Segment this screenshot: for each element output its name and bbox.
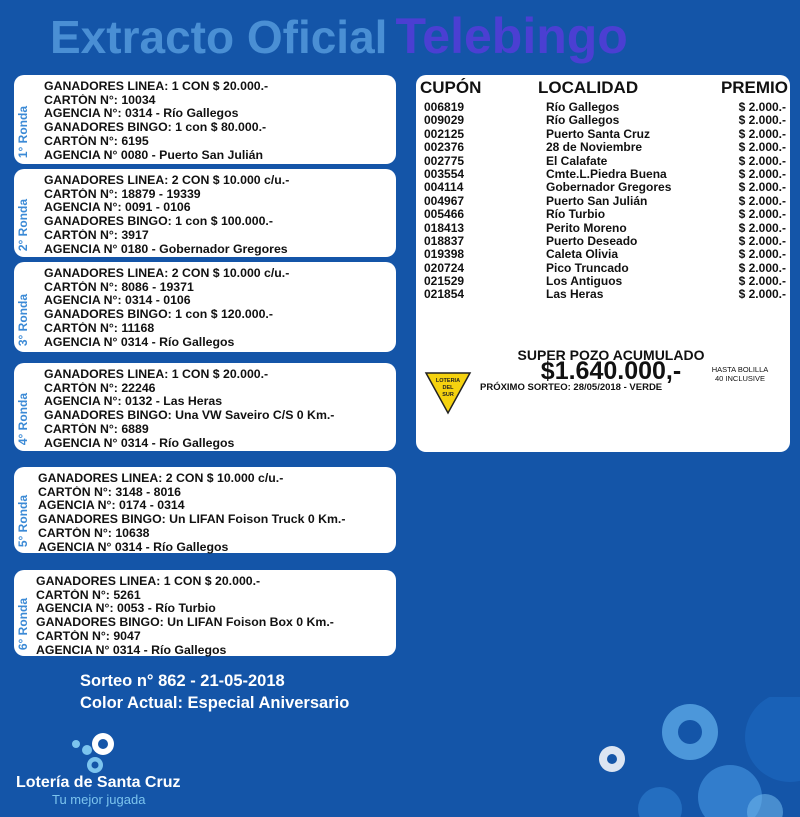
cupon-premio: $ 2.000.- (738, 247, 786, 262)
cupones-table (424, 100, 786, 301)
cupon-premio: $ 2.000.- (738, 193, 786, 208)
pozo-title: SUPER POZO ACUMULADO (517, 347, 705, 363)
cupon-premio: $ 2.000.- (738, 207, 786, 222)
loteria-santa-cruz-logo-icon (70, 730, 118, 776)
cupon-localidad: Caleta Olivia (546, 247, 619, 262)
cupon-localidad: Río Gallegos (546, 100, 620, 114)
cupon-number: 002775 (424, 153, 465, 168)
cupon-localidad: Pico Truncado (546, 260, 629, 275)
ronda-card-2 (14, 169, 396, 257)
ronda-label: 3° Ronda (16, 293, 30, 346)
ronda-line: CARTÓN N°: 6195 (44, 134, 149, 148)
ronda-line: GANADORES BINGO: Un LIFAN Foison Truck 0 Km.- (38, 513, 346, 527)
cupon-row (424, 207, 786, 220)
ronda-line: AGENCIA N° 0080 - Puerto San Julián (44, 148, 264, 162)
pozo-amount: $1.640.000,- (540, 357, 682, 385)
cupon-row (424, 221, 786, 234)
decorative-circles-icon (560, 697, 800, 817)
cupon-premio: $ 2.000.- (738, 113, 786, 128)
page-title (50, 6, 628, 66)
cupon-localidad: Puerto San Julián (546, 193, 648, 208)
cupon-premio: $ 2.000.- (738, 220, 786, 235)
ronda-line: AGENCIA N°: 0314 - Río Gallegos (44, 107, 239, 121)
cupon-premio: $ 2.000.- (738, 260, 786, 275)
header-localidad: LOCALIDAD (538, 78, 639, 97)
ronda-card-5 (14, 467, 396, 553)
proximo-sorteo: PRÓXIMO SORTEO: 28/05/2018 - VERDE (480, 382, 663, 393)
color-actual: Color Actual: Especial Aniversario (80, 694, 350, 712)
cupon-row (424, 287, 786, 300)
cupon-row (424, 154, 786, 167)
cupon-number: 019398 (424, 247, 465, 262)
ronda-line: GANADORES LINEA: 1 CON $ 20.000.- (44, 368, 269, 381)
ronda-line: CARTÓN N°: 3148 - 8016 (38, 485, 181, 499)
ronda-line: CARTÓN N°: 9047 (36, 629, 141, 643)
loteria-del-sur-logo-icon (424, 371, 472, 415)
ronda-line: CARTÓN N°: 18879 - 19339 (44, 187, 201, 201)
ronda-line: CARTÓN N°: 6889 (44, 422, 149, 436)
cupon-premio: $ 2.000.- (738, 100, 786, 114)
ronda-label: 6° Ronda (16, 597, 30, 650)
hasta-line: 40 INCLUSIVE (714, 374, 766, 383)
cupon-localidad: Los Antiguos (546, 274, 623, 289)
cupon-premio: $ 2.000.- (738, 140, 786, 155)
cupon-row (424, 234, 786, 247)
cupon-number: 018837 (424, 233, 465, 248)
cupon-premio: $ 2.000.- (738, 126, 786, 141)
cupon-premio: $ 2.000.- (738, 287, 786, 302)
ronda-card-4 (14, 363, 396, 451)
header-cupon: CUPÓN (420, 78, 482, 97)
cupon-row (424, 167, 786, 180)
ronda-line: GANADORES BINGO: Un LIFAN Foison Box 0 Km.- (36, 616, 334, 630)
ronda-line: AGENCIA N° 0314 - Río Gallegos (44, 335, 235, 349)
ronda-line: GANADORES LINEA: 2 CON $ 10.000 c/u.- (38, 472, 284, 485)
cupon-row (424, 274, 786, 287)
cupon-number: 020724 (424, 260, 465, 275)
header-premio: PREMIO (720, 78, 788, 97)
ronda-line: GANADORES LINEA: 2 CON $ 10.000 c/u.- (44, 267, 290, 280)
cupon-number: 003554 (424, 166, 465, 181)
ronda-line: GANADORES BINGO: 1 con $ 120.000.- (44, 308, 273, 322)
ronda-line: CARTÓN N°: 3917 (44, 228, 149, 242)
ronda-card-3 (14, 262, 396, 352)
cupon-row (424, 113, 786, 126)
ronda-line: GANADORES BINGO: 1 con $ 100.000.- (44, 215, 273, 229)
cupon-localidad: Gobernador Gregores (546, 180, 672, 195)
cupon-number: 018413 (424, 220, 465, 235)
brand-slogan: Tu mejor jugada (52, 792, 146, 807)
ronda-line: CARTÓN N°: 11168 (44, 321, 155, 335)
ronda-line: AGENCIA N° 0314 - Río Gallegos (44, 436, 235, 450)
ronda-line: CARTÓN N°: 5261 (36, 588, 141, 602)
cupon-localidad: Puerto Deseado (546, 233, 638, 248)
ronda-line: GANADORES LINEA: 1 CON $ 20.000.- (36, 575, 261, 588)
cupon-number: 021854 (424, 287, 465, 302)
logo-text: LOTERIA (435, 378, 461, 384)
ronda-label: 5° Ronda (16, 494, 30, 547)
ronda-line: AGENCIA N° 0180 - Gobernador Gregores (44, 242, 288, 256)
cupon-premio: $ 2.000.- (738, 166, 786, 181)
hasta-bolilla (700, 365, 780, 383)
sorteo-number: Sorteo n° 862 - 21-05-2018 (80, 672, 285, 690)
ronda-line: AGENCIA N° 0314 - Río Gallegos (36, 643, 227, 657)
ronda-line: GANADORES LINEA: 2 CON $ 10.000 c/u.- (44, 174, 290, 187)
sorteo-info (80, 670, 349, 714)
cupon-row (424, 127, 786, 140)
cupon-row (424, 100, 786, 113)
ronda-line: AGENCIA N°: 0314 - 0106 (44, 294, 191, 308)
cupon-number: 006819 (424, 100, 465, 114)
ronda-label: 1° Ronda (16, 105, 30, 158)
cupon-number: 009029 (424, 113, 465, 128)
ronda-label: 4° Ronda (16, 392, 30, 445)
logo-text: DEL (442, 385, 454, 391)
ronda-line: AGENCIA N°: 0091 - 0106 (44, 201, 191, 215)
ronda-line: AGENCIA N°: 0132 - Las Heras (44, 395, 223, 409)
cupon-localidad: El Calafate (546, 153, 608, 168)
logo-text: SUR (442, 392, 454, 398)
ronda-line: AGENCIA N°: 0053 - Río Turbio (36, 602, 216, 616)
cupon-number: 021529 (424, 274, 465, 289)
cupon-premio: $ 2.000.- (738, 153, 786, 168)
ronda-line: AGENCIA N° 0314 - Río Gallegos (38, 540, 229, 554)
cupon-row (424, 180, 786, 193)
cupon-number: 002125 (424, 126, 465, 141)
cupon-number: 004967 (424, 193, 465, 208)
ronda-line: CARTÓN N°: 10638 (38, 526, 150, 540)
cupon-localidad: Cmte.L.Piedra Buena (546, 166, 667, 181)
cupon-row (424, 140, 786, 153)
cupon-row (424, 247, 786, 260)
title-extracto: Extracto Oficial (50, 11, 388, 63)
cupon-localidad: Río Turbio (546, 207, 606, 222)
brand-name: Lotería de Santa Cruz (16, 774, 181, 791)
ronda-line: GANADORES LINEA: 1 CON $ 20.000.- (44, 80, 269, 93)
cupon-localidad: Perito Moreno (546, 220, 627, 235)
cupon-premio: $ 2.000.- (738, 180, 786, 195)
ronda-line: CARTÓN N°: 8086 - 19371 (44, 280, 194, 294)
title-telebingo: Telebingo (395, 8, 628, 64)
cupon-row (424, 194, 786, 207)
cupon-localidad: Río Gallegos (546, 113, 620, 128)
ronda-line: GANADORES BINGO: Una VW Saveiro C/S 0 Km.- (44, 409, 335, 423)
hasta-line: HASTA BOLILLA (711, 365, 769, 374)
cupon-row (424, 261, 786, 274)
cupon-number: 005466 (424, 207, 465, 222)
ronda-card-1 (14, 75, 396, 164)
ronda-card-6 (14, 570, 396, 656)
cupon-localidad: Puerto Santa Cruz (546, 126, 651, 141)
ronda-line: CARTÓN N°: 10034 (44, 93, 156, 107)
cupon-number: 002376 (424, 140, 465, 155)
cupon-localidad: 28 de Noviembre (546, 140, 643, 155)
ronda-line: CARTÓN N°: 22246 (44, 381, 156, 395)
cupones-panel (416, 75, 790, 452)
cupon-premio: $ 2.000.- (738, 274, 786, 289)
ronda-line: AGENCIA N°: 0174 - 0314 (38, 499, 185, 513)
ronda-line: GANADORES BINGO: 1 con $ 80.000.- (44, 121, 267, 135)
cupon-premio: $ 2.000.- (738, 233, 786, 248)
ronda-label: 2° Ronda (16, 198, 30, 251)
cupon-localidad: Las Heras (546, 287, 604, 302)
cupon-number: 004114 (424, 180, 464, 195)
